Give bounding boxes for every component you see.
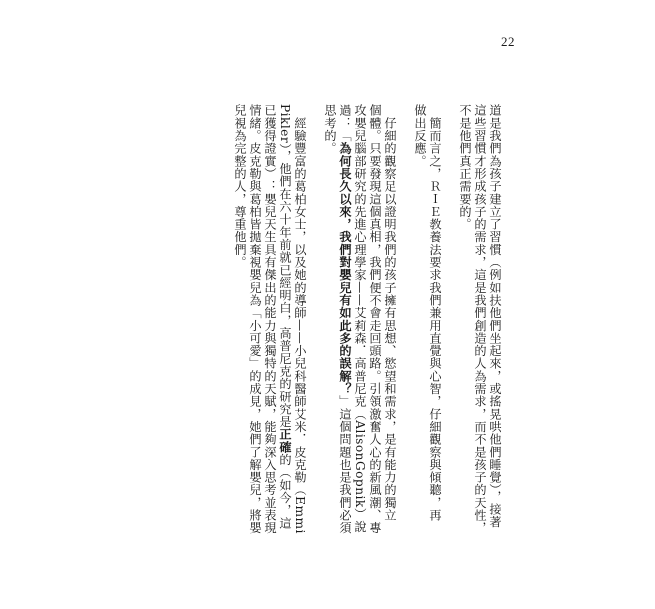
text-segment: 做出反應。: [413, 104, 427, 168]
text-segment: 這些習慣才形成孩子的需求，這是我們創造的人為需求，而不是孩子的天性，: [473, 104, 487, 535]
page-number: 22: [501, 34, 515, 49]
text-column: [262, 104, 277, 554]
text-segment: 思考的。: [323, 104, 337, 155]
text-segment: 攻嬰兒腦部研究的先進心理學家——艾莉森．高普尼克（AlisonGopnik）說: [353, 104, 367, 533]
text-segment: 道是我們為孩子建立了習慣（例如扶他們坐起來，或搖晃哄他們睡覺），接著: [488, 104, 502, 528]
paragraph-gap: [442, 104, 457, 554]
text-column: [382, 104, 397, 554]
text-column: [487, 104, 502, 554]
text-segment: 情緒。皮克勒與葛柏皆拋棄視嬰兒為「小可愛」的成見，她們了解嬰兒，將嬰: [248, 104, 262, 535]
text-column: [232, 104, 247, 554]
text-column: [427, 104, 442, 554]
text-column: [292, 104, 307, 554]
text-segment: 經驗豐富的葛柏女士，以及她的導師——小兒科醫師艾米．皮克勒（Emmi: [293, 104, 307, 534]
bold-text-segment: 正確: [278, 427, 292, 454]
paragraph-gap: [397, 104, 412, 554]
text-column: [277, 104, 292, 554]
text-segment: 不是他們真正需要的。: [458, 104, 472, 231]
text-column: [472, 104, 487, 554]
text-column: [337, 104, 352, 554]
text-column: [247, 104, 262, 554]
vertical-text-body: [162, 104, 502, 554]
text-column: [352, 104, 367, 554]
text-segment: 兒視為完整的人，尊重他們。: [233, 104, 247, 269]
text-segment: 仔細的觀察足以證明我們的孩子擁有思想、慾望和需求，是有能力的獨立: [383, 104, 397, 522]
text-column: [322, 104, 337, 554]
text-segment: 已獲得證實）：嬰兒天生具有傑出的能力與獨特的天賦，能夠深入思考並表現: [263, 104, 277, 535]
text-segment: 簡而言之，ＲＩＥ教養法要求我們兼用直覺與心智，仔細觀察與傾聽，再: [428, 104, 442, 522]
text-column: [412, 104, 427, 554]
text-segment: 過：「: [338, 104, 352, 142]
text-segment: 個體。只要發現這個真相，我們便不會走回頭路。引領激奮人心的新風潮、專: [368, 104, 382, 535]
text-column: [457, 104, 472, 554]
text-segment: Pikler），他們在六十年前就已經明白，高普尼克的研究是: [278, 104, 292, 428]
text-segment: 的（如今，這: [278, 453, 292, 530]
paragraph-gap: [307, 104, 322, 554]
text-segment: 」這個問題也是我們必須: [338, 394, 352, 535]
text-column: [367, 104, 382, 554]
bold-text-segment: 為何長久以來，我們對嬰兒有如此多的誤解？: [338, 141, 352, 395]
